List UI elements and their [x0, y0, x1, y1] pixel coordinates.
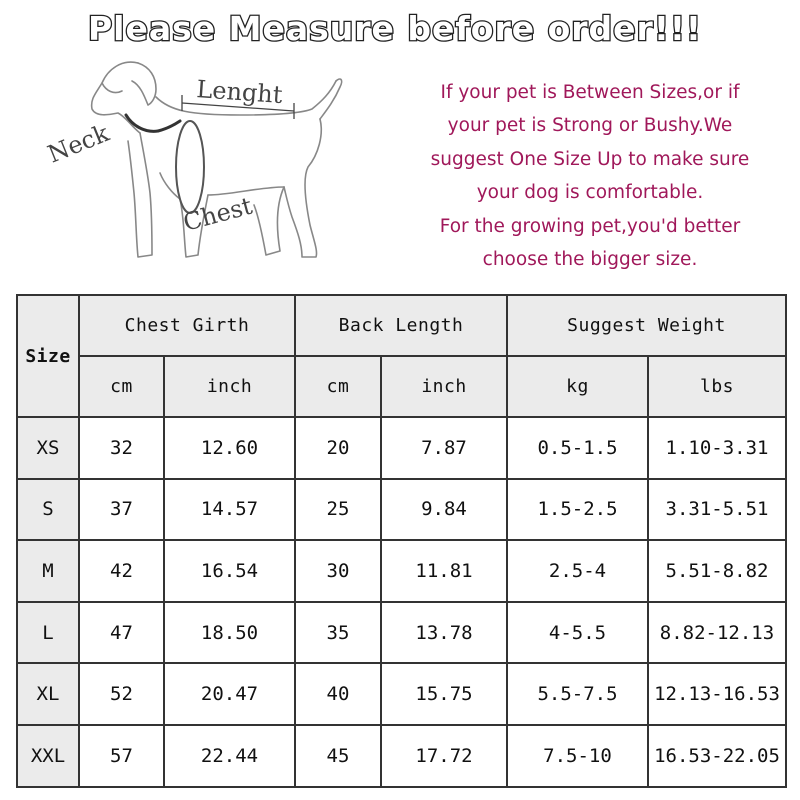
table-cell: 8.82-12.13 [648, 602, 786, 664]
table-cell: 30 [295, 540, 381, 602]
table-cell: 45 [295, 725, 381, 787]
table-cell: 14.57 [164, 479, 295, 541]
table-cell: 20 [295, 417, 381, 479]
table-cell: 12.60 [164, 417, 295, 479]
table-cell: 9.84 [381, 479, 507, 541]
table-row [17, 479, 786, 541]
unit-header: lbs [648, 356, 786, 417]
size-cell: XXL [17, 725, 79, 787]
advice-line: your pet is Strong or Bushy.We [447, 115, 733, 137]
title-text: Please Measure before order!!! [88, 9, 702, 48]
advice-line: suggest One Size Up to make sure [430, 148, 750, 170]
table-cell: 11.81 [381, 540, 507, 602]
table-cell: 16.54 [164, 540, 295, 602]
unit-header: cm [79, 356, 164, 417]
table-cell: 13.78 [381, 602, 507, 664]
table-row [17, 602, 786, 664]
size-cell: M [17, 540, 79, 602]
title-graphic [0, 0, 800, 58]
advice-line: If your pet is Between Sizes,or if [440, 82, 740, 103]
table-cell: 47 [79, 602, 164, 664]
page-title [0, 0, 800, 58]
advice-line: your dog is comfortable. [476, 182, 704, 204]
table-cell: 15.75 [381, 663, 507, 725]
size-chart-table [16, 294, 787, 788]
suggest-weight-header: Suggest Weight [507, 295, 786, 356]
table-cell: 40 [295, 663, 381, 725]
chest-girth-header: Chest Girth [79, 295, 295, 356]
table-cell: 1.10-3.31 [648, 417, 786, 479]
table-cell: 7.87 [381, 417, 507, 479]
table-cell: 5.51-8.82 [648, 540, 786, 602]
advice-line: For the growing pet,you'd better [439, 215, 741, 237]
table-cell: 7.5-10 [507, 725, 648, 787]
unit-header: cm [295, 356, 381, 417]
table-cell: 25 [295, 479, 381, 541]
table-cell: 16.53-22.05 [648, 725, 786, 787]
table-cell: 20.47 [164, 663, 295, 725]
size-cell: XS [17, 417, 79, 479]
table-cell: 22.44 [164, 725, 295, 787]
table-cell: 52 [79, 663, 164, 725]
table-cell: 4-5.5 [507, 602, 648, 664]
size-cell: XL [17, 663, 79, 725]
table-cell: 2.5-4 [507, 540, 648, 602]
size-cell: S [17, 479, 79, 541]
dog-measurement-diagram [40, 55, 370, 285]
table-cell: 57 [79, 725, 164, 787]
back-length-header: Back Length [295, 295, 507, 356]
length-label: Lenght [195, 75, 284, 109]
size-column-header: Size [17, 295, 79, 417]
table-row [17, 417, 786, 479]
table-cell: 3.31-5.51 [648, 479, 786, 541]
table-row [17, 540, 786, 602]
table-cell: 35 [295, 602, 381, 664]
unit-header: kg [507, 356, 648, 417]
table-cell: 42 [79, 540, 164, 602]
table-cell: 18.50 [164, 602, 295, 664]
table-row [17, 663, 786, 725]
table-cell: 1.5-2.5 [507, 479, 648, 541]
table-cell: 5.5-7.5 [507, 663, 648, 725]
table-cell: 37 [79, 479, 164, 541]
size-cell: L [17, 602, 79, 664]
neck-label: Neck [43, 118, 113, 169]
chest-label: Chest [180, 191, 256, 237]
sizing-advice [395, 76, 785, 276]
table-cell: 0.5-1.5 [507, 417, 648, 479]
table-cell: 17.72 [381, 725, 507, 787]
table-cell: 32 [79, 417, 164, 479]
table-row [17, 725, 786, 787]
table-cell: 12.13-16.53 [648, 663, 786, 725]
advice-line: choose the bigger size. [482, 249, 698, 271]
unit-header: inch [164, 356, 295, 417]
unit-header: inch [381, 356, 507, 417]
